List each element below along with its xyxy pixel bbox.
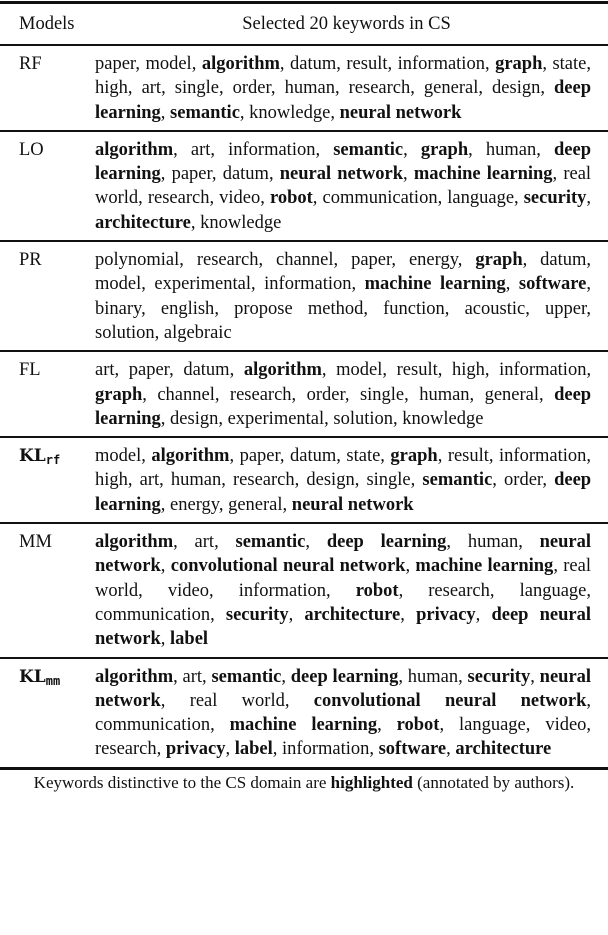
keyword: research	[348, 78, 411, 99]
keyword-highlighted: security	[523, 188, 587, 209]
keyword: language	[519, 580, 587, 601]
keyword: algebraic	[163, 322, 232, 343]
keyword: research	[229, 384, 292, 405]
bottom-rule	[0, 767, 608, 770]
keyword: research	[95, 739, 157, 760]
keyword: result	[447, 446, 489, 467]
keyword: knowledge	[249, 102, 331, 123]
keyword: acoustic	[464, 298, 526, 319]
model-name: RF	[19, 54, 42, 74]
keyword-highlighted: semantic	[235, 532, 306, 553]
keyword-highlighted: graph	[420, 139, 469, 160]
keyword-list: algorithm, art, information, semantic, graph, human, deep learning, paper, datum, neural network, machine learning, real world, research, video, robot, communication, language, security, architecture, knowledge	[95, 139, 592, 233]
keyword-highlighted: convolutional neural network	[170, 556, 406, 577]
keyword: information	[228, 139, 316, 160]
keyword-highlighted: security	[467, 666, 531, 687]
keyword: design	[492, 78, 541, 99]
keyword: knowledge	[200, 212, 282, 233]
keyword: datum	[540, 250, 587, 271]
table-row	[0, 132, 608, 240]
keyword-highlighted: machine learning	[229, 715, 378, 736]
keyword: propose method	[234, 298, 364, 319]
keyword: paper	[128, 360, 170, 381]
model-name: PR	[19, 250, 42, 271]
keyword-highlighted: algorithm	[151, 446, 230, 467]
keyword-highlighted: privacy	[416, 604, 476, 625]
keyword-highlighted: semantic	[422, 470, 493, 491]
caption-text-end: (annotated by authors).	[412, 772, 575, 792]
keyword: result	[396, 360, 438, 381]
keyword: communication	[95, 715, 211, 736]
keyword: art	[95, 360, 115, 381]
keyword-highlighted: algorithm	[201, 54, 280, 74]
model-name: $KL_{rf}$	[19, 446, 61, 468]
keyword-highlighted: architecture	[455, 739, 552, 760]
keyword: communication	[95, 604, 211, 625]
keyword: paper	[171, 164, 212, 185]
keyword-highlighted: deep learning	[95, 139, 591, 185]
keyword: art	[139, 470, 160, 491]
keyword-highlighted: semantic	[211, 666, 282, 687]
keyword: experimental	[227, 408, 325, 429]
keyword: datum	[290, 446, 337, 467]
keyword: information	[282, 739, 370, 760]
keyword-list: model, algorithm, paper, datum, state, graph, result, information, high, art, human, research, design, single, semantic, order, deep learning, energy, general, neural network	[95, 446, 592, 515]
keyword-highlighted: deep learning	[326, 532, 447, 553]
keyword-highlighted: robot	[355, 580, 399, 601]
keywords-table	[0, 1, 608, 770]
keyword-highlighted: deep learning	[290, 666, 399, 687]
keyword: design	[170, 408, 219, 429]
keyword: paper	[239, 446, 280, 467]
header-models: Models	[19, 13, 75, 34]
keyword-highlighted: algorithm	[95, 666, 174, 687]
keyword: language	[459, 715, 526, 736]
caption-text: Keywords distinctive to the CS domain are	[33, 772, 331, 792]
keyword-highlighted: architecture	[304, 604, 401, 625]
keyword-list: paper, model, algorithm, datum, result, information, graph, state, high, art, single, order, human, research, general, design, deep learning, semantic, knowledge, neural network	[95, 54, 592, 123]
keyword: research	[428, 580, 490, 601]
keyword: art	[182, 666, 203, 687]
keyword: energy	[408, 250, 458, 271]
keyword: general	[423, 78, 479, 99]
keyword-highlighted: algorithm	[95, 139, 174, 160]
keyword: language	[447, 188, 515, 209]
keyword: real world	[189, 690, 285, 711]
keyword: solution	[333, 408, 394, 429]
keyword-list: art, paper, datum, algorithm, model, result, high, information, graph, channel, research, order, single, human, general, deep learning, design, experimental, solution, knowledge	[95, 360, 592, 429]
keyword-highlighted: deep learning	[95, 78, 592, 123]
keyword: order	[232, 78, 271, 99]
keyword: datum	[222, 164, 269, 185]
keyword-highlighted: algorithm	[243, 360, 322, 381]
keyword: high	[95, 78, 128, 99]
keyword: function	[383, 298, 445, 319]
keyword: art	[194, 532, 215, 553]
keyword-highlighted: graph	[390, 446, 438, 467]
keyword: human	[419, 384, 470, 405]
keyword: datum	[290, 54, 337, 74]
keyword: model	[95, 274, 142, 295]
keyword-list: algorithm, art, semantic, deep learning, human, security, neural network, real world, convolutional neural network, communication, machine learning, robot, language, video, research, privacy, label, information, software, architecture	[95, 666, 592, 760]
keyword: state	[552, 54, 587, 74]
keyword: real world	[95, 164, 592, 209]
keyword: knowledge	[402, 408, 484, 429]
keyword: video	[545, 715, 587, 736]
keyword-highlighted: machine learning	[415, 556, 554, 577]
keyword-highlighted: convolutional neural network	[313, 690, 587, 711]
table-body	[0, 44, 608, 770]
keyword: communication	[322, 188, 438, 209]
keyword: model	[145, 54, 192, 74]
keyword: single	[174, 78, 219, 99]
keyword-list: algorithm, art, semantic, deep learning, human, neural network, convolutional neural network, machine learning, real world, video, information, robot, research, language, communication, security, architecture, privacy, deep neural network, label	[95, 532, 592, 650]
table-row	[0, 352, 608, 436]
table-row	[0, 46, 608, 130]
keyword: energy	[170, 494, 219, 515]
keyword: information	[397, 54, 485, 74]
keyword: general	[484, 384, 540, 405]
keyword: research	[147, 188, 210, 209]
model-name: FL	[19, 360, 41, 381]
keyword-highlighted: neural network	[339, 102, 462, 123]
keyword-highlighted: neural network	[291, 494, 414, 515]
keyword: order	[504, 470, 543, 491]
keyword: high	[451, 360, 485, 381]
keyword: datum	[183, 360, 230, 381]
keyword: human	[284, 78, 335, 99]
keyword-highlighted: deep neural network	[95, 604, 592, 650]
keyword: result	[346, 54, 388, 74]
keyword: experimental	[154, 274, 251, 295]
table-row	[0, 659, 608, 767]
table-caption	[0, 770, 608, 794]
table-row	[0, 242, 608, 350]
keyword-highlighted: semantic	[333, 139, 404, 160]
keyword: information	[264, 274, 352, 295]
keyword-highlighted: neural network	[95, 532, 592, 577]
keyword-highlighted: deep learning	[95, 470, 592, 515]
keyword-highlighted: graph	[475, 250, 523, 271]
header-keywords: Selected 20 keywords in CS	[242, 13, 451, 34]
keyword: art	[190, 139, 211, 160]
keyword-highlighted: robot	[269, 188, 313, 209]
keyword-highlighted: graph	[95, 384, 143, 405]
caption-bold: highlighted	[330, 772, 413, 792]
keyword: research	[196, 250, 259, 271]
keyword: high	[95, 470, 128, 491]
keyword-highlighted: machine learning	[413, 164, 553, 185]
keyword-highlighted: software	[518, 274, 587, 295]
keyword: channel	[276, 250, 334, 271]
keyword: human	[485, 139, 537, 160]
keyword: paper	[351, 250, 392, 271]
keyword: video	[167, 580, 209, 601]
keyword: real world	[95, 556, 591, 601]
keyword-highlighted: label	[170, 629, 209, 650]
keyword: research	[233, 470, 295, 491]
keyword-highlighted: privacy	[165, 739, 226, 760]
keyword: human	[170, 470, 222, 491]
model-name: $KL_{mm}$	[19, 666, 61, 688]
keyword: upper	[545, 298, 587, 319]
keyword: video	[219, 188, 261, 209]
keyword: art	[141, 78, 162, 99]
model-name: LO	[19, 139, 44, 160]
keyword: order	[306, 384, 345, 405]
keyword: single	[359, 384, 405, 405]
keyword-highlighted: deep learning	[95, 384, 592, 429]
keyword: information	[238, 580, 327, 601]
keyword: model	[336, 360, 383, 381]
keyword-highlighted: neural network	[279, 164, 404, 185]
keyword: paper	[95, 54, 136, 74]
keyword-list: polynomial, research, channel, paper, energy, graph, datum, model, experimental, information, machine learning, software, binary, english, propose method, function, acoustic, upper, solution, algebraic	[95, 250, 592, 343]
keyword-highlighted: architecture	[95, 212, 191, 233]
keyword: channel	[157, 384, 215, 405]
keyword-highlighted: robot	[396, 715, 440, 736]
model-name: MM	[19, 532, 52, 553]
keyword: polynomial	[95, 250, 180, 271]
keyword: information	[499, 360, 587, 381]
keyword: human	[467, 532, 519, 553]
keyword: design	[306, 470, 355, 491]
keyword: model	[95, 446, 142, 467]
keyword: english	[160, 298, 215, 319]
table-row	[0, 438, 608, 522]
table-row	[0, 524, 608, 656]
keyword-highlighted: machine learning	[364, 274, 506, 295]
keyword: general	[228, 494, 283, 515]
keyword: state	[346, 446, 381, 467]
keyword: human	[407, 666, 459, 687]
keyword-highlighted: label	[234, 739, 273, 760]
keyword-highlighted: semantic	[170, 102, 240, 123]
keyword-highlighted: security	[225, 604, 289, 625]
keyword: information	[499, 446, 587, 467]
keyword: single	[366, 470, 411, 491]
table-header	[0, 4, 608, 44]
keyword-highlighted: graph	[495, 54, 543, 74]
keyword: solution	[95, 322, 155, 343]
keyword: binary	[95, 298, 142, 319]
keyword-highlighted: software	[378, 739, 447, 760]
keyword-highlighted: algorithm	[95, 532, 174, 553]
keyword-highlighted: neural network	[95, 666, 592, 711]
